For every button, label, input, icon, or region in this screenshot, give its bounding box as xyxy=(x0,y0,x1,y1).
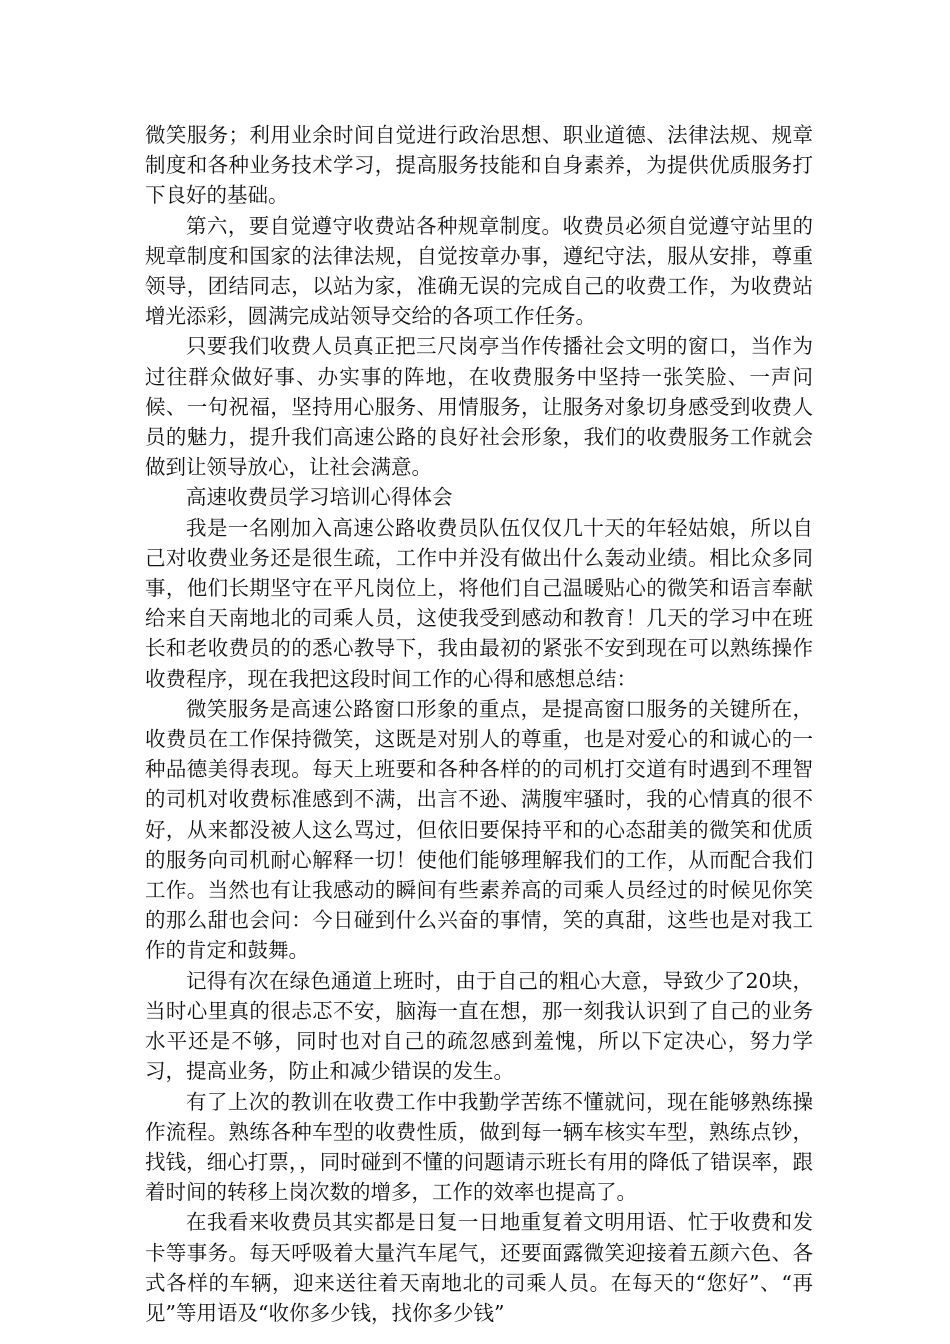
paragraph-green-channel: 记得有次在绿色通道上班时，由于自己的粗心大意，导致少了20块，当时心里真的很忐忑不安，脑海一直在想，那一刻我认识到了自己的业务水平还是不够，同时也对自己的疏忽感到羞愧，所以下定决心，努力学习，提高业务，防止和减少错误的发生。 xyxy=(145,968,813,1084)
section-title: 高速收费员学习培训心得体会 xyxy=(186,485,453,510)
paragraph-smile-service: 微笑服务是高速公路窗口形象的重点，是提高窗口服务的关键所在，收费员在工作保持微笑，这既是对别人的尊重，也是对爱心的和诚心的一种品德美得表现。每天上班要和各种各样的的司机打交道有时遇到不理智的司机对收费标准感到不满，出言不逊、满腹牢骚时，我的心情真的很不好，从来都没被人这么骂过，但依旧要保持平和的心态甜美的微笑和优质的服务向司机耐心解释一切！使他们能够理解我们的工作，从而配合我们工作。当然也有让我感动的瞬间有些素养高的司乘人员经过的时候见你笑的那么甜也会问：今日碰到什么兴奋的事情，笑的真甜，这些也是对我工作的肯定和鼓舞。 xyxy=(145,696,813,963)
paragraph-rules: 第六，要自觉遵守收费站各种规章制度。收费员必须自觉遵守站里的规章制度和国家的法律法规，自觉按章办事，遵纪守法，服从安排，尊重领导，团结同志，以站为家，准确无误的完成自己的收费工作，为收费站增光添彩，圆满完成站领导交给的各项工作任务。 xyxy=(145,213,813,329)
paragraph-lesson-learned: 有了上次的教训在收费工作中我勤学苦练不懂就问，现在能够熟练操作流程。熟练各种车型的收费性质，做到每一辆车核实车型，熟练点钞，找钱，细心打票，，同时碰到不懂的问题请示班长有用的降低了错误率，跟着时间的转移上岗次数的增多，工作的效率也提高了。 xyxy=(145,1089,813,1205)
document-page xyxy=(145,120,813,1328)
paragraph-daily-routine: 在我看来收费员其实都是日复一日地重复着文明用语、忙于收费和发卡等事务。每天呼吸着大量汽车尾气，还要面露微笑迎接着五颜六色、各式各样的车辆，迎来送往着天南地北的司乘人员。在每天的“您好”、“再见”等用语及“收你多少钱，找你多少钱” xyxy=(145,1210,813,1325)
paragraph-introduction: 我是一名刚加入高速公路收费员队伍仅仅几十天的年轻姑娘，所以自己对收费业务还是很生疏，工作中并没有做出什么轰动业绩。相比众多同事，他们长期坚守在平凡岗位上，将他们自己温暖贴心的微笑和语言奉献给来自天南地北的司乘人员，这使我受到感动和教育！几天的学习中在班长和老收费员的的悉心教导下，我由最初的紧张不安到现在可以熟练操作收费程序，现在我把这段时间工作的心得和感想总结： xyxy=(145,515,813,691)
paragraph-continuation: 微笑服务；利用业余时间自觉进行政治思想、职业道德、法律法规、规章制度和各种业务技术学习，提高服务技能和自身素养，为提供优质服务打下良好的基础。 xyxy=(145,123,813,208)
paragraph-window-of-civilization: 只要我们收费人员真正把三尺岗亭当作传播社会文明的窗口，当作为过往群众做好事、办实事的阵地，在收费服务中坚持一张笑脸、一声问候、一句祝福，坚持用心服务、用情服务，让服务对象切身感受到收费人员的魅力，提升我们高速公路的良好社会形象，我们的收费服务工作就会做到让领导放心，让社会满意。 xyxy=(145,334,813,480)
